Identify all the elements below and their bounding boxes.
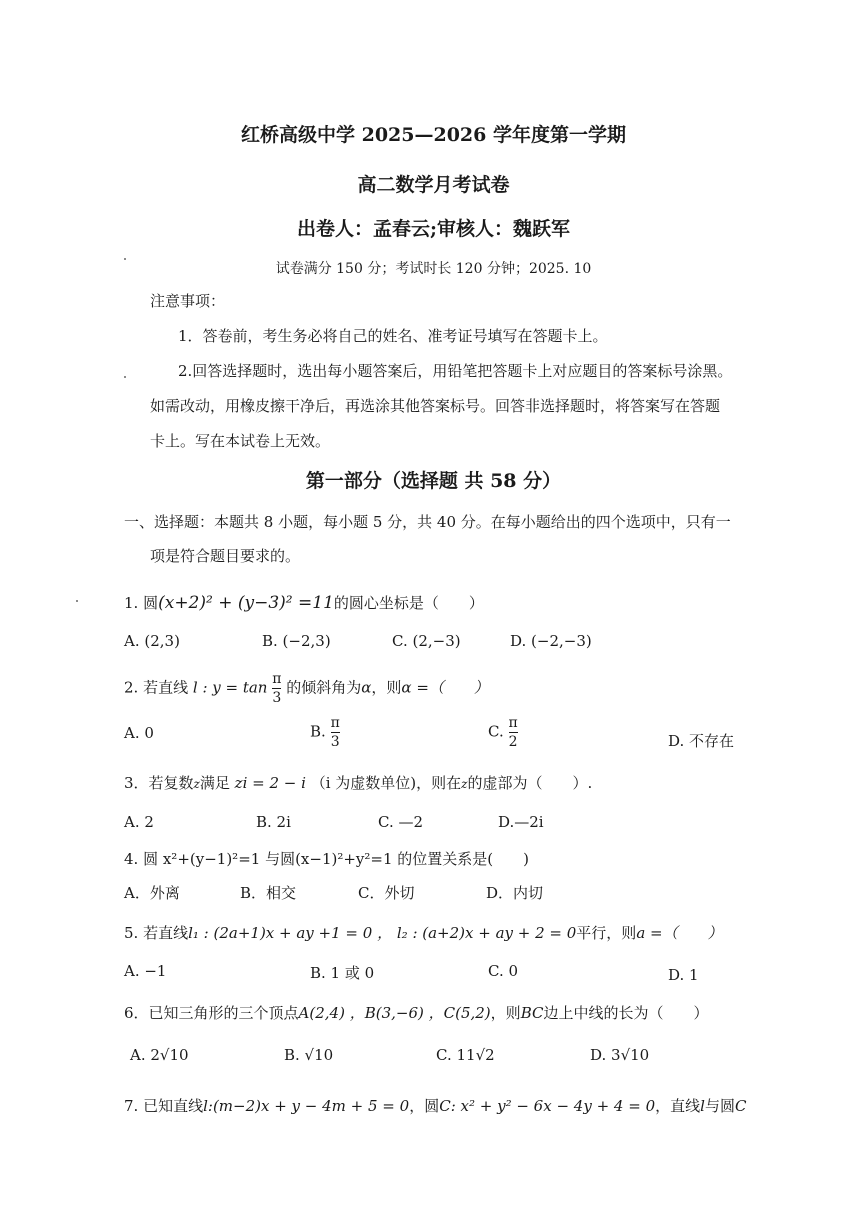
question-1-option-b: B. (−2,3)	[262, 632, 331, 650]
question-6-option-a: A. 2√10	[130, 1046, 189, 1064]
question-1-option-c: C. (2,−3)	[392, 632, 461, 650]
scan-speck	[124, 376, 126, 378]
question-2-option-d: D. 不存在	[668, 732, 735, 750]
exam-title: 高二数学月考试卷	[357, 174, 510, 196]
question-3-z1: z	[193, 777, 200, 791]
question-4-option-d: D．内切	[486, 884, 544, 902]
question-1	[124, 592, 484, 613]
notes-item-1: 1．答卷前，考生务必将自己的姓名、准考证号填写在答题卡上。	[178, 327, 608, 345]
question-2-suffix-c: α =（ ）	[401, 678, 489, 697]
question-3-option-a: A. 2	[124, 813, 154, 831]
question-4-option-b: B．相交	[240, 884, 297, 902]
question-2-option-b-den: 3	[330, 734, 340, 750]
question-3	[124, 772, 592, 793]
question-3-z2: z	[461, 777, 468, 791]
question-3-text-a: 3．若复数	[124, 774, 194, 792]
question-1-prefix: 1. 圆	[124, 594, 159, 612]
question-6-bc: BC	[520, 1004, 544, 1022]
question-2-fraction	[272, 672, 281, 705]
question-3-text-d: 的虚部为（ ）.	[467, 774, 593, 792]
question-1-option-d: D. (−2,−3)	[510, 632, 592, 650]
question-5-text-a: 5. 若直线	[124, 924, 189, 942]
question-6	[124, 1002, 708, 1023]
question-5-text-c: a =（ ）	[636, 924, 723, 942]
question-5	[124, 922, 723, 943]
question-3-option-d: D.—2i	[498, 813, 544, 831]
question-7-text-a: 7. 已知直线	[124, 1097, 204, 1115]
question-2-option-a: A. 0	[124, 724, 154, 742]
school-term-title: 红桥高级中学 2025—2026 学年度第一学期	[241, 124, 626, 146]
notes-item-2-line-3: 卡上。写在本试卷上无效。	[150, 432, 331, 450]
question-5-text-b: 平行，则	[576, 924, 637, 942]
question-4: 4. 圆 x²+(y−1)²=1 与圆(x−1)²+y²=1 的位置关系是( )	[124, 850, 530, 868]
section-intro-line-1: 一、选择题：本题共 8 小题，每小题 5 分，共 40 分。在每小题给出的四个选项中，只有一	[124, 513, 731, 531]
question-6-option-c: C. 11√2	[436, 1046, 495, 1064]
question-5-line-1: l₁ : (2a+1)x + ay +1 = 0 ，	[188, 924, 393, 942]
scan-speck	[76, 600, 78, 602]
question-1-option-a: A. (2,3)	[124, 632, 180, 650]
notes-item-2-line-2: 如需改动，用橡皮擦干净后，再选涂其他答案标号。回答非选择题时，将答案写在答题	[150, 397, 721, 415]
question-3-text-b: 满足	[199, 774, 230, 792]
question-2-option-b-label: B.	[310, 722, 326, 741]
question-2-alpha: α	[361, 678, 372, 697]
question-2-option-c	[488, 716, 518, 749]
question-3-option-b: B. 2i	[256, 813, 291, 831]
question-5-option-b: B. 1 或 0	[310, 964, 375, 982]
question-7-text-c: ，直线	[655, 1097, 701, 1115]
question-2-frac-num: π	[272, 671, 282, 687]
question-5-option-a: A. −1	[124, 962, 167, 980]
question-1-expr: (x+2)² + (y−3)² =11	[158, 593, 334, 613]
question-6-option-d: D. 3√10	[590, 1046, 650, 1064]
question-2-option-c-den: 2	[508, 734, 518, 750]
question-2-suffix-a: 的倾斜角为	[286, 678, 362, 697]
question-2-option-c-num: π	[508, 715, 518, 731]
question-7-text-d: 与圆	[704, 1097, 735, 1115]
question-6-text-a: 6．已知三角形的三个顶点	[124, 1004, 299, 1022]
section-title: 第一部分（选择题 共 58 分）	[305, 470, 562, 492]
question-2-option-b-num: π	[330, 715, 340, 731]
question-2-suffix-b: ，则	[371, 678, 402, 697]
scan-speck	[124, 258, 126, 260]
question-2-option-c-fraction	[509, 716, 518, 749]
question-2-frac-den: 3	[272, 690, 282, 706]
question-4-option-a: A．外离	[124, 884, 180, 902]
question-6-option-b: B. √10	[284, 1046, 334, 1064]
question-3-option-c: C. —2	[378, 813, 424, 831]
question-5-option-d: D. 1	[668, 966, 699, 984]
question-7-l: l	[700, 1097, 705, 1115]
question-7-circle: C: x² + y² − 6x − 4y + 4 = 0	[439, 1097, 656, 1115]
question-6-text-b: ，则	[490, 1004, 521, 1022]
question-5-option-c: C. 0	[488, 962, 519, 980]
question-5-line-2: l₂ : (a+2)x + ay + 2 = 0	[396, 924, 577, 942]
question-2	[124, 672, 489, 705]
question-7-text-b: ，圆	[409, 1097, 440, 1115]
question-6-text-c: 边上中线的长为（ ）	[543, 1004, 709, 1022]
question-2-expr: l : y = tan	[192, 678, 268, 697]
question-6-points: A(2,4) ，B(3,−6) ，C(5,2)	[298, 1004, 491, 1022]
notes-heading: 注意事项：	[150, 292, 226, 310]
exam-info: 试卷满分 150 分；考试时长 120 分钟；2025. 10	[275, 261, 592, 277]
question-7	[124, 1095, 746, 1116]
question-2-option-b-fraction	[331, 716, 340, 749]
question-7-line: l:(m−2)x + y − 4m + 5 = 0	[203, 1097, 410, 1115]
question-2-option-b	[310, 716, 340, 749]
question-3-equation: zi = 2 − i	[234, 774, 306, 792]
question-3-text-c: （i 为虚数单位)，则在	[310, 774, 462, 792]
notes-item-2-line-1: 2.回答选择题时，选出每小题答案后，用铅笔把答题卡上对应题目的答案标号涂黑。	[178, 362, 733, 380]
exam-authors: 出卷人：孟春云;审核人：魏跃军	[296, 218, 570, 240]
question-7-c: C	[734, 1097, 747, 1115]
question-1-suffix: 的圆心坐标是（ ）	[333, 594, 484, 612]
question-2-option-c-label: C.	[488, 722, 504, 741]
question-4-option-c: C．外切	[358, 884, 415, 902]
section-intro-line-2: 项是符合题目要求的。	[150, 547, 301, 565]
question-2-prefix: 2. 若直线	[124, 678, 189, 697]
